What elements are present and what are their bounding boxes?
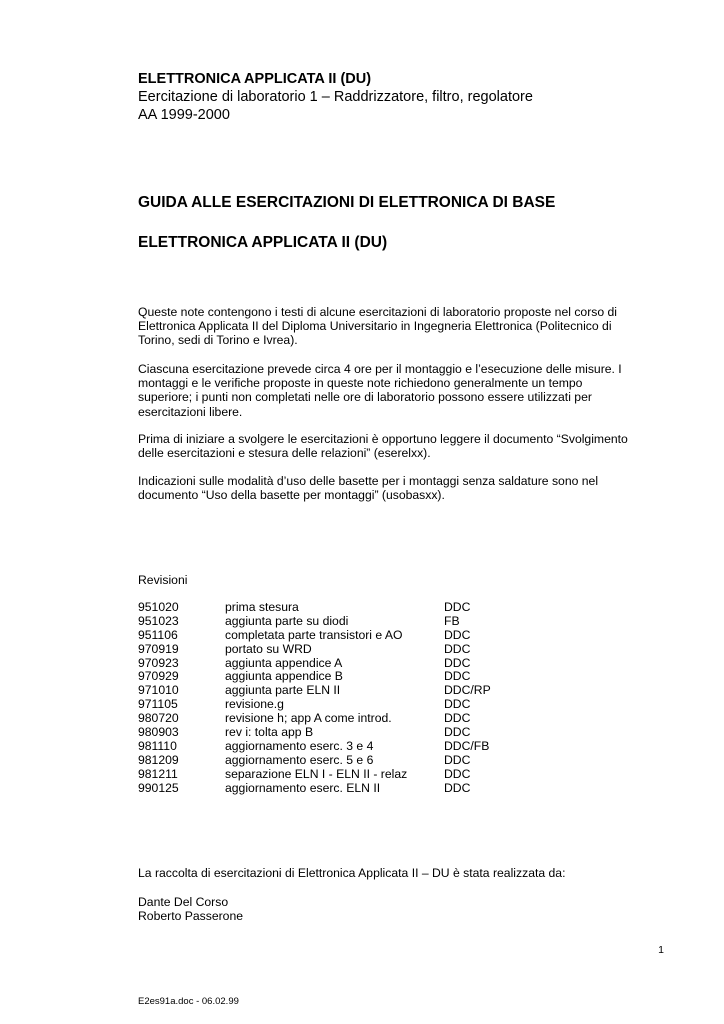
credits-authors xyxy=(138,895,638,923)
table-row xyxy=(138,657,538,671)
revision-author: DDC xyxy=(444,669,471,684)
revision-code: 980903 xyxy=(138,725,179,740)
course-title: ELETTRONICA APPLICATA II (DU) xyxy=(138,71,372,87)
revision-author: DDC xyxy=(444,752,471,767)
author-name: Roberto Passerone xyxy=(138,909,244,924)
table-row xyxy=(138,684,538,698)
text-line: Ciascuna esercitazione prevede circa 4 ore per il montaggio e l’esecuzione delle misure. I xyxy=(138,362,622,376)
revision-code: 951020 xyxy=(138,600,179,614)
revision-code: 951106 xyxy=(138,627,178,642)
guide-heading: GUIDA ALLE ESERCITAZIONI DI ELETTRONICA DI BASE xyxy=(138,194,556,211)
table-row xyxy=(138,754,538,768)
credits-intro xyxy=(138,866,638,880)
revision-description: completata parte transistori e AO xyxy=(225,627,403,642)
revision-description: revisione h; app A come introd. xyxy=(225,711,392,726)
academic-year: AA 1999-2000 xyxy=(138,107,230,123)
revision-code: 971010 xyxy=(138,683,179,698)
revision-description: separazione ELN I - ELN II - relaz xyxy=(225,766,408,781)
table-row xyxy=(138,698,538,712)
text-line: Queste note contengono i testi di alcune esercitazioni di laboratorio proposte nel corso di xyxy=(138,305,617,319)
paragraph-breadboard xyxy=(138,474,638,502)
table-row xyxy=(138,643,538,657)
revisions-title: Revisioni xyxy=(138,573,188,587)
page-number: 1 xyxy=(658,944,664,956)
revision-author: DDC/RP xyxy=(444,683,491,698)
text-line: Prima di iniziare a svolgere le esercitazioni è opportuno leggere il documento “Svolgimento xyxy=(138,432,628,446)
revision-author: DDC xyxy=(444,600,471,614)
table-row xyxy=(138,782,538,796)
revision-author: DDC xyxy=(444,697,471,712)
revision-description: aggiunta appendice B xyxy=(225,669,343,684)
revision-author: DDC xyxy=(444,766,471,781)
table-row xyxy=(138,629,538,643)
text-line: superiore; i punti non completati nelle ore di laboratorio possono essere utilizzati per xyxy=(138,390,592,405)
course-heading: ELETTRONICA APPLICATA II (DU) xyxy=(138,234,388,251)
revision-author: FB xyxy=(444,613,460,628)
paragraph-intro xyxy=(138,305,638,348)
text-line: delle esercitazioni e stesura delle relazioni” (eserelxx). xyxy=(138,446,431,461)
table-row xyxy=(138,670,538,684)
revision-author: DDC xyxy=(444,711,471,726)
text-line: Torino, sedi di Torino e Ivrea). xyxy=(138,333,298,348)
revision-description: aggiornamento eserc. ELN II xyxy=(225,780,381,795)
text-line: esercitazioni libere. xyxy=(138,404,243,419)
text-line: documento “Uso della basette per montaggi” (usobasxx). xyxy=(138,488,445,503)
revision-code: 980720 xyxy=(138,711,179,726)
text-line: montaggi e le verifiche proposte in queste note richiedono generalmente un tempo xyxy=(138,376,583,391)
footer-filename: E2es91a.doc - 06.02.99 xyxy=(138,996,239,1007)
revision-description: aggiunta appendice A xyxy=(225,655,343,670)
revision-author: DDC xyxy=(444,655,471,670)
revision-description: aggiornamento eserc. 5 e 6 xyxy=(225,752,374,767)
paragraph-duration xyxy=(138,362,638,419)
revision-code: 951023 xyxy=(138,613,179,628)
revision-code: 971105 xyxy=(138,697,178,712)
revision-description: aggiornamento eserc. 3 e 4 xyxy=(225,738,374,753)
revision-author: DDC xyxy=(444,725,471,740)
revision-description: revisione.g xyxy=(225,697,284,712)
text-line: Indicazioni sulle modalità d’uso delle basette per i montaggi senza saldature sono nel xyxy=(138,474,599,488)
revision-description: aggiunta parte ELN II xyxy=(225,683,341,698)
revision-description: rev i: tolta app B xyxy=(225,725,314,740)
revision-code: 970923 xyxy=(138,655,179,670)
paragraph-preparation xyxy=(138,432,638,460)
table-row xyxy=(138,768,538,782)
exercise-title: Eercitazione di laboratorio 1 – Raddrizzatore, filtro, regolatore xyxy=(138,89,533,105)
document-header xyxy=(138,70,678,124)
revision-author: DDC xyxy=(444,780,471,795)
revision-code: 970919 xyxy=(138,641,179,656)
revision-description: prima stesura xyxy=(225,600,299,614)
table-row xyxy=(138,601,538,615)
table-row xyxy=(138,712,538,726)
table-row xyxy=(138,726,538,740)
revision-code: 970929 xyxy=(138,669,179,684)
text-line: La raccolta di esercitazioni di Elettronica Applicata II – DU è stata realizzata da: xyxy=(138,866,566,880)
revision-code: 981211 xyxy=(138,766,178,781)
author-name: Dante Del Corso xyxy=(138,895,229,909)
revision-author: DDC xyxy=(444,627,471,642)
table-row xyxy=(138,615,538,629)
revision-description: portato su WRD xyxy=(225,641,312,656)
revision-author: DDC xyxy=(444,641,471,656)
revision-code: 981209 xyxy=(138,752,179,767)
text-line: Elettronica Applicata II del Diploma Universitario in Ingegneria Elettronica (Politecnico di xyxy=(138,319,612,334)
revision-code: 990125 xyxy=(138,780,179,795)
revisions-table xyxy=(138,601,538,795)
revision-code: 981110 xyxy=(138,738,177,753)
revision-description: aggiunta parte su diodi xyxy=(225,613,349,628)
table-row xyxy=(138,740,538,754)
revision-author: DDC/FB xyxy=(444,738,490,753)
